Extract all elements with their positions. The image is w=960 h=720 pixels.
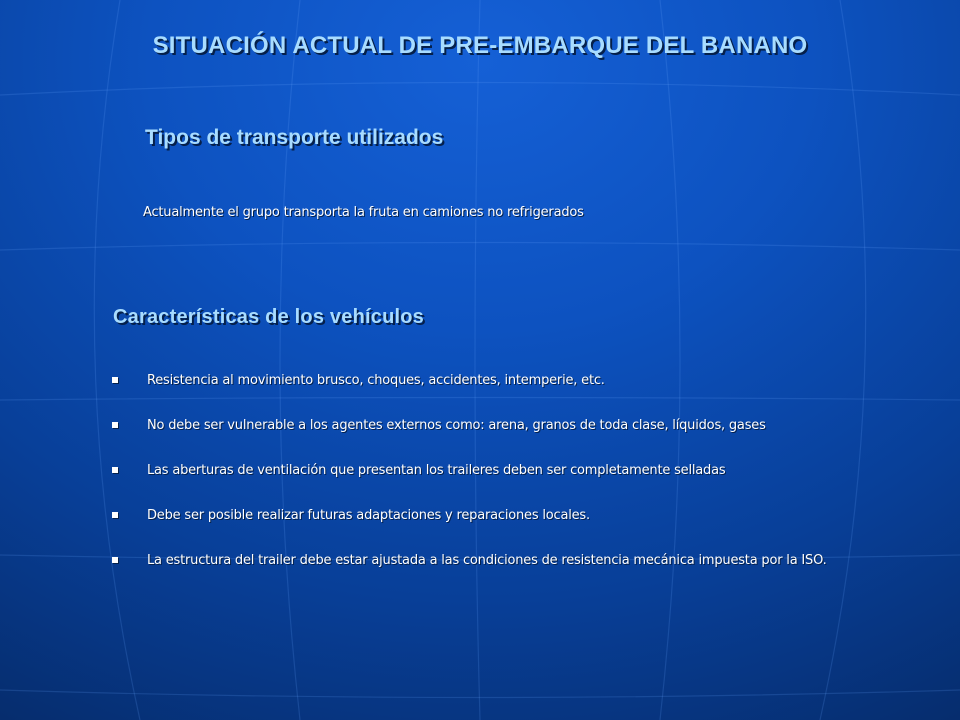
square-bullet-icon — [112, 377, 118, 383]
intro-text: Actualmente el grupo transporta la fruta en camiones no refrigerados — [143, 205, 584, 220]
bullet-item — [110, 507, 850, 525]
square-bullet-icon — [112, 512, 118, 518]
slide-subtitle: Tipos de transporte utilizados — [145, 126, 444, 149]
bullet-text: La estructura del trailer debe estar ajustada a las condiciones de resistencia mecánica impuesta por la ISO. — [147, 553, 827, 568]
square-bullet-icon — [112, 467, 118, 473]
bullet-item — [110, 372, 850, 390]
slide-title: SITUACIÓN ACTUAL DE PRE-EMBARQUE DEL BANANO — [152, 32, 808, 59]
bullet-text: Las aberturas de ventilación que presentan los traileres deben ser completamente selladas — [147, 463, 726, 478]
bullet-item — [110, 462, 850, 480]
bullet-text: No debe ser vulnerable a los agentes externos como: arena, granos de toda clase, líquidos, gases — [147, 418, 766, 433]
bullet-item — [110, 552, 850, 570]
bullet-text: Resistencia al movimiento brusco, choques, accidentes, intemperie, etc. — [147, 373, 605, 388]
bullet-item — [110, 417, 850, 435]
bullet-text: Debe ser posible realizar futuras adaptaciones y reparaciones locales. — [147, 508, 590, 523]
section-heading: Características de los vehículos — [113, 306, 424, 328]
square-bullet-icon — [112, 422, 118, 428]
square-bullet-icon — [112, 557, 118, 563]
bullet-list — [110, 372, 850, 597]
